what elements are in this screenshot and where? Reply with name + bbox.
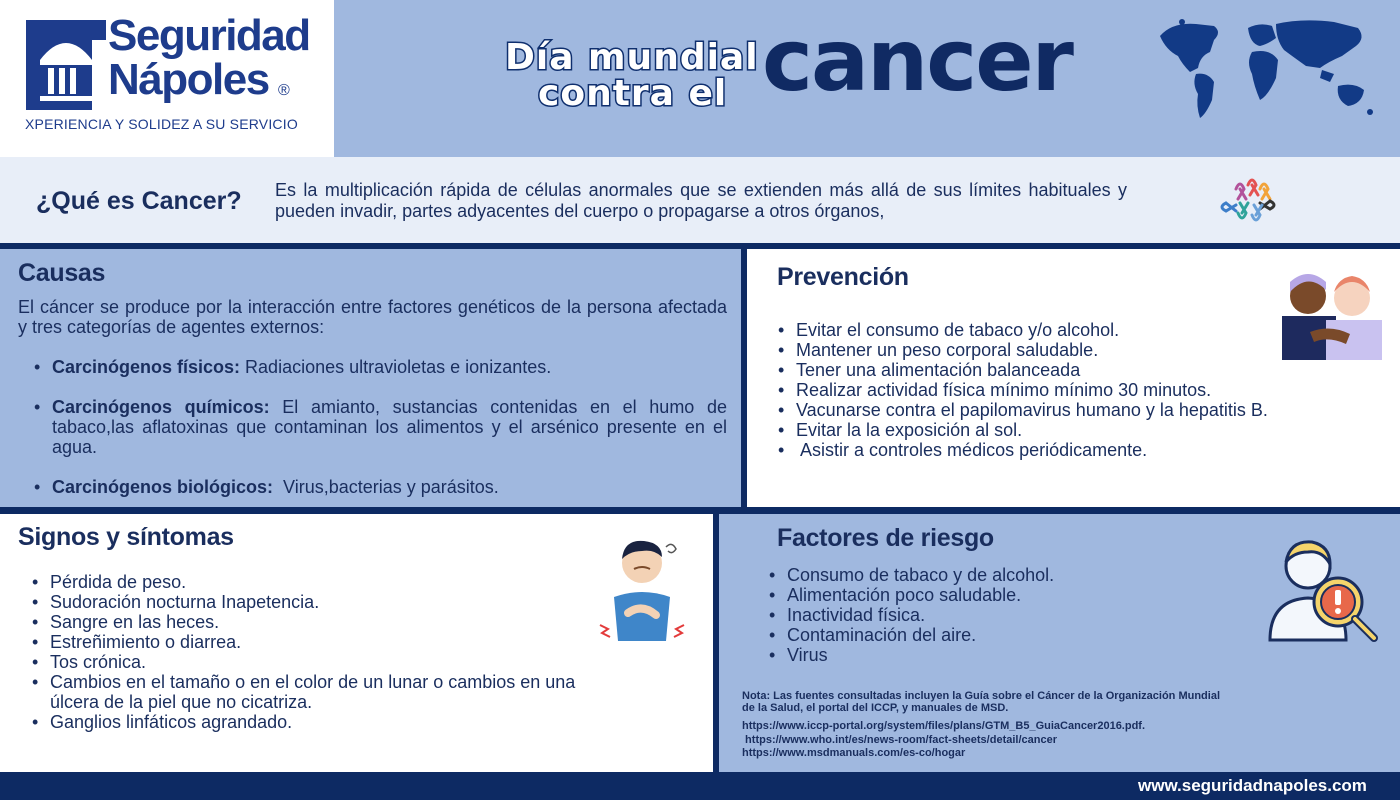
- factores-item: • Alimentación poco saludable.: [769, 585, 1209, 605]
- causas-item-label: Carcinógenos biológicos:: [52, 477, 274, 497]
- sick-boy-icon: [594, 533, 690, 645]
- causas-list: [34, 357, 727, 517]
- causas-item-label: Carcinógenos químicos:: [52, 397, 270, 417]
- prevencion-item: • Vacunarse contra el papilomavirus humano y la hepatitis B.: [778, 400, 1338, 420]
- source-link[interactable]: https://www.msdmanuals.com/es-co/hogar: [742, 747, 966, 759]
- source-link[interactable]: https://www.iccp-portal.org/system/files/plans/GTM_B5_GuiaCancer2016.pdf.: [742, 720, 1146, 732]
- causas-title: Causas: [18, 259, 106, 287]
- signos-item: • Pérdida de peso.: [32, 572, 592, 592]
- factores-item: • Inactividad física.: [769, 605, 1209, 625]
- brand-name-line2: Nápoles: [108, 55, 269, 104]
- signos-item: • Cambios en el tamaño o en el color de un lunar o cambios en una úlcera de la piel que no cicatriza.: [32, 672, 592, 712]
- causas-intro: El cáncer se produce por la interacción entre factores genéticos de la persona afectada y tres categorías de agentes externos:: [18, 297, 727, 337]
- risk-warning-person-icon: [1264, 536, 1382, 644]
- awareness-ribbons-icon: [1218, 175, 1284, 227]
- prevencion-item: • Evitar la la exposición al sol.: [778, 420, 1338, 440]
- signos-item: • Tos crónica.: [32, 652, 592, 672]
- definition-text: Es la multiplicación rápida de células anormales que se extienden más allá de sus límites habituales y pueden invadir, partes adyacentes del cuerpo o propagarse a otros órganos,: [275, 180, 1127, 221]
- source-link[interactable]: https://www.who.int/es/news-room/fact-sheets/detail/cancer: [742, 734, 1057, 746]
- title-line2: contra el: [538, 73, 728, 114]
- signos-item: • Estreñimiento o diarrea.: [32, 632, 592, 652]
- prevencion-item: • Realizar actividad física mínimo mínimo 30 minutos.: [778, 380, 1338, 400]
- causas-item-text: Virus,bacterias y parásitos.: [273, 477, 499, 497]
- factores-title: Factores de riesgo: [777, 524, 994, 552]
- prevencion-item: • Tener una alimentación balanceada: [778, 360, 1338, 380]
- definition-title: ¿Qué es Cancer?: [36, 187, 242, 215]
- brand-tagline: XPERIENCIA Y SOLIDEZ A SU SERVICIO: [25, 116, 298, 132]
- prevencion-title: Prevención: [777, 263, 909, 291]
- factores-item: • Contaminación del aire.: [769, 625, 1209, 645]
- prevencion-item: • Mantener un peso corporal saludable.: [778, 340, 1338, 360]
- factores-list: [769, 565, 1209, 665]
- signos-list: [32, 572, 592, 732]
- factores-item: • Consumo de tabaco y de alcohol.: [769, 565, 1209, 585]
- sources-note: Nota: Las fuentes consultadas incluyen la Guía sobre el Cáncer de la Organización Mundial de la Salud, el portal del ICCP, y manuales de MSD.: [742, 690, 1221, 714]
- signos-item: • Sudoración nocturna Inapetencia.: [32, 592, 592, 612]
- signos-item: • Ganglios linfáticos agrandado.: [32, 712, 592, 732]
- factores-item: • Virus: [769, 645, 1209, 665]
- causas-item: [34, 357, 727, 377]
- brand-name-line1: Seguridad: [108, 11, 310, 60]
- causas-item: [34, 397, 727, 457]
- causas-item: [34, 477, 727, 497]
- causas-item-text: Radiaciones ultravioletas e ionizantes.: [240, 357, 552, 377]
- registered-mark: ®: [278, 82, 290, 99]
- world-map-icon: [1152, 16, 1380, 124]
- causas-item-text: El amianto, sustancias contenidas en el humo de tabaco,las aflatoxinas que contaminan los alimentos y el arsénico presente en el agua.: [52, 397, 727, 457]
- divider-horizontal-middle: [0, 507, 1400, 514]
- title-line1: Día mundial: [505, 37, 759, 78]
- support-people-icon: [1280, 270, 1384, 360]
- prevencion-item: • Asistir a controles médicos periódicamente.: [778, 440, 1338, 460]
- prevencion-list: [778, 320, 1338, 460]
- title-cancer: cancer: [762, 11, 1072, 111]
- website-link[interactable]: www.seguridadnapoles.com: [1138, 776, 1367, 795]
- prevencion-item: • Evitar el consumo de tabaco y/o alcohol.: [778, 320, 1338, 340]
- building-logo-icon: [26, 20, 106, 110]
- signos-item: • Sangre en las heces.: [32, 612, 592, 632]
- causas-item-label: Carcinógenos físicos:: [52, 357, 241, 377]
- signos-title: Signos y síntomas: [18, 523, 234, 551]
